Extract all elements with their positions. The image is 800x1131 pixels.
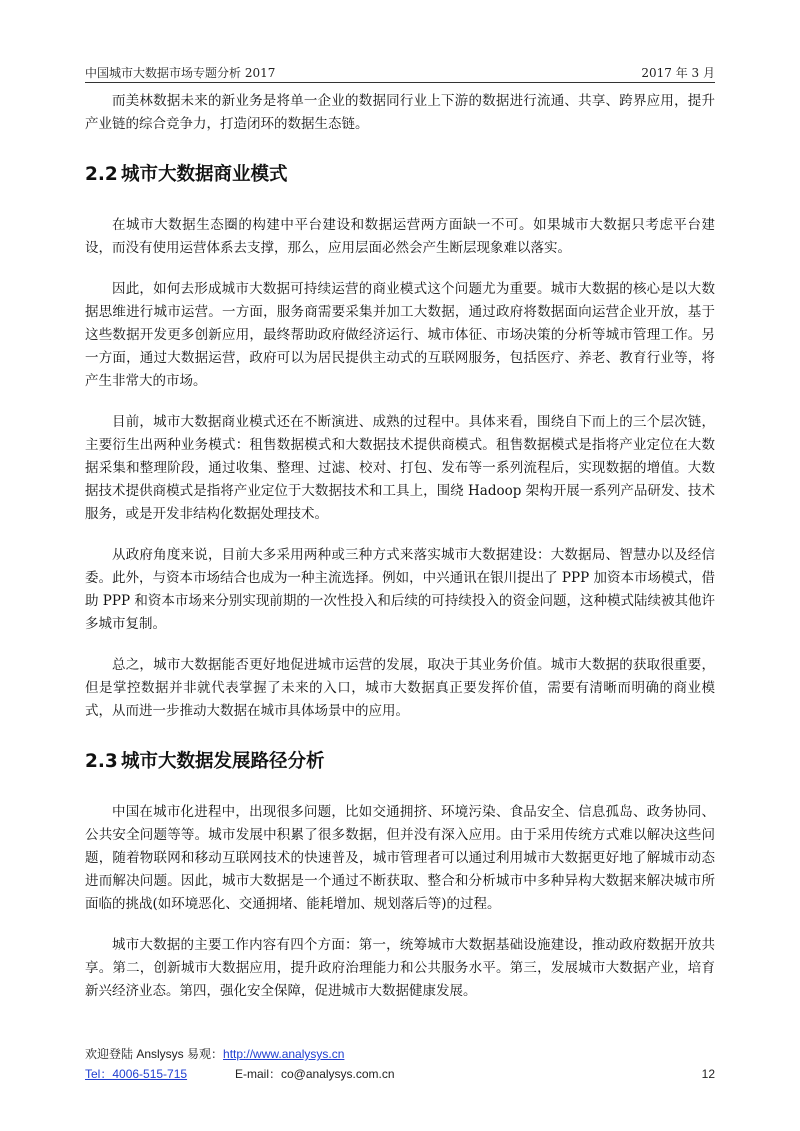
paragraph: 目前，城市大数据商业模式还在不断演进、成熟的过程中。具体来看，围绕自下而上的三个层次链，主要衍生出两种业务模式：租售数据模式和大数据技术提供商模式。租售数据模式是指将产业定位在大数据采集和整理阶段，通过收集、整理、过滤、校对、打包、发布等一系列流程后，实现数据的增值。大数据技术提供商模式是指将产业定位于大数据技术和工具上，围绕 Hadoop 架构开展一系列产品研发、技术服务，或是开发非结构化数据处理技术。 [85, 414, 715, 522]
paragraph: 中国在城市化进程中，出现很多问题，比如交通拥挤、环境污染、食品安全、信息孤岛、政务协同、公共安全问题等等。城市发展中积累了很多数据，但并没有深入应用。由于采用传统方式难以解决这些问题，随着物联网和移动互联网技术的快速普及，城市管理者可以通过利用城市大数据更好地了解城市动态进而解决问题。因此，城市大数据是一个通过不断获取、整合和分析城市中多种异构大数据来解决城市所面临的挑战(如环境恶化、交通拥堵、能耗增加、规划落后等)的过程。 [85, 804, 715, 912]
footer-tel-link[interactable]: Tel：4006-515-715 [85, 1067, 188, 1081]
section-heading-2-2 [85, 162, 715, 188]
paragraph: 从政府角度来说，目前大多采用两种或三种方式来落实城市大数据建设：大数据局、智慧办以及经信委。此外，与资本市场结合也成为一种主流选择。例如，中兴通讯在银川提出了 PPP 加资本市场模式，借助 PPP 和资本市场来分别实现前期的一次性投入和后续的可持续投入的资金问题，这种模式陆续被其他许多城市复制。 [85, 547, 715, 632]
page-footer [85, 1044, 715, 1084]
header-date: 2017 年 3 月 [641, 66, 715, 80]
paragraph: 城市大数据的主要工作内容有四个方面：第一，统筹城市大数据基础设施建设，推动政府数据开放共享。第二，创新城市大数据应用，提升政府治理能力和公共服务水平。第三，发展城市大数据产业，培育新兴经济业态。第四，强化安全保障，促进城市大数据健康发展。 [85, 937, 715, 999]
footer-email: E-mail：co@analysys.com.cn [235, 1067, 395, 1081]
paragraph: 总之，城市大数据能否更好地促进城市运营的发展，取决于其业务价值。城市大数据的获取很重要，但是掌控数据并非就代表掌握了未来的入口，城市大数据真正要发挥价值，需要有清晰而明确的商业模式，从而进一步推动大数据在城市具体场景中的应用。 [85, 657, 715, 719]
footer-website-link[interactable]: http://www.analysys.cn [223, 1047, 345, 1061]
page-number: 12 [701, 1067, 715, 1081]
header-document-title: 中国城市大数据市场专题分析 2017 [85, 66, 276, 80]
page-header [85, 64, 715, 83]
footer-welcome-row [85, 1044, 715, 1064]
footer-contact-row [85, 1064, 715, 1084]
section-title: 城市大数据发展路径分析 [121, 751, 325, 772]
page-content [85, 90, 715, 1003]
paragraph: 在城市大数据生态圈的构建中平台建设和数据运营两方面缺一不可。如果城市大数据只考虑平台建设，而没有使用运营体系去支撑，那么，应用层面必然会产生断层现象难以落实。 [85, 217, 715, 256]
section-number: 2.3 [85, 751, 118, 772]
paragraph: 因此，如何去形成城市大数据可持续运营的商业模式这个问题尤为重要。城市大数据的核心是以大数据思维进行城市运营。一方面，服务商需要采集并加工大数据，通过政府将数据面向运营企业开放，基于这些数据开发更多创新应用，最终帮助政府做经济运行、城市体征、市场决策的分析等城市管理工作。另一方面，通过大数据运营，政府可以为居民提供主动式的互联网服务，包括医疗、养老、教育行业等，将产生非常大的市场。 [85, 281, 715, 389]
paragraph: 而美林数据未来的新业务是将单一企业的数据同行业上下游的数据进行流通、共享、跨界应用，提升产业链的综合竞争力，打造闭环的数据生态链。 [85, 93, 715, 132]
section-number: 2.2 [85, 164, 118, 185]
section-heading-2-3 [85, 749, 715, 775]
section-title: 城市大数据商业模式 [121, 164, 288, 185]
footer-welcome-text: 欢迎登陆 Anslysys 易观： [85, 1047, 224, 1061]
